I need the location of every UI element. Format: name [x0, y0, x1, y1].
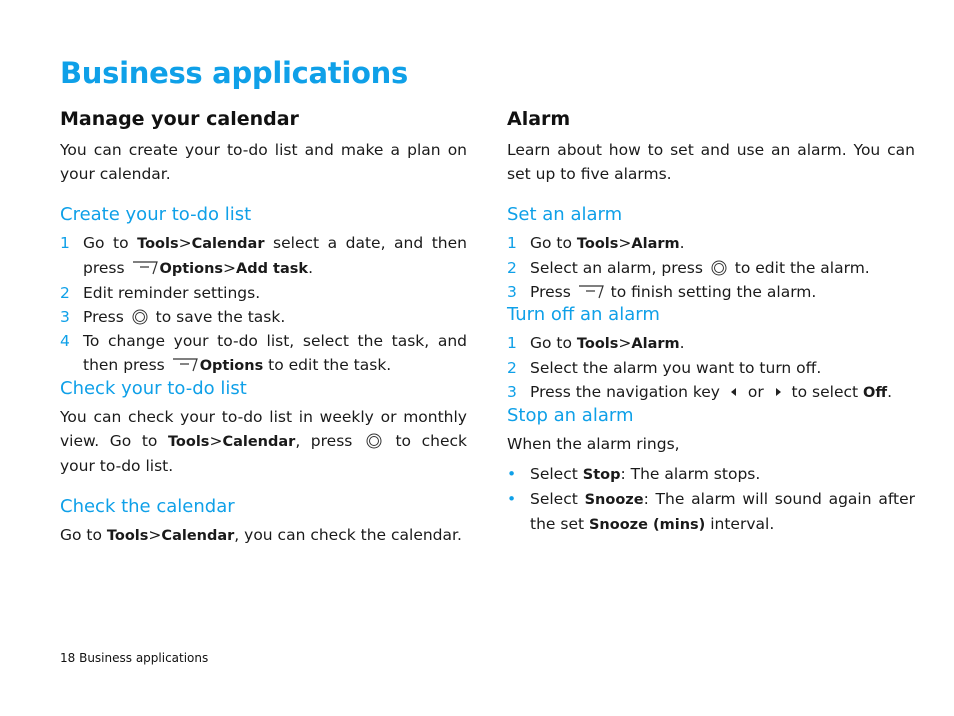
bullet: • [507, 465, 517, 483]
step-text: Go to [530, 334, 577, 352]
separator: > [223, 259, 237, 277]
step-text: . [679, 234, 685, 252]
menu-keyword: Stop [582, 467, 621, 483]
step-text: Edit reminder settings. [83, 284, 261, 302]
paragraph-text: to check your to-do list. [60, 432, 467, 475]
step-text: to select [786, 383, 864, 401]
separator: > [178, 234, 192, 252]
list-item [507, 380, 915, 405]
list-item [507, 356, 915, 380]
menu-keyword: Tools [576, 336, 619, 352]
step-text: . [308, 259, 313, 277]
step-text: Press [530, 283, 576, 301]
section-title-alarm: Alarm [507, 108, 571, 130]
check-paragraph [60, 405, 467, 478]
menu-keyword: Alarm [631, 336, 680, 352]
list-item [507, 487, 915, 537]
ok-key-icon [132, 308, 148, 324]
off-steps [507, 331, 915, 405]
step-text: select a date, and then press [83, 234, 467, 277]
step-text: To change your to-do list, select the task, and then press [83, 332, 467, 374]
right-column [507, 108, 915, 537]
subsection-title-check: Check your to-do list [60, 378, 247, 399]
bullet-text: Select [530, 490, 585, 508]
menu-keyword: Options [159, 261, 224, 277]
step-number: 3 [507, 283, 517, 301]
step-text: Press [83, 308, 129, 326]
left-softkey-icon [132, 261, 158, 274]
left-softkey-icon [172, 358, 198, 371]
bullet: • [507, 490, 517, 508]
section-title-calendar: Manage your calendar [60, 108, 299, 130]
subsection-title-off: Turn off an alarm [507, 304, 660, 325]
step-number: 3 [60, 308, 70, 326]
step-text: Go to [530, 234, 577, 252]
menu-keyword: Tools [576, 236, 619, 252]
list-item [507, 231, 915, 256]
step-text: or [742, 383, 769, 401]
alarm-intro: Learn about how to set and use an alarm. You can set up to five alarms. [507, 141, 915, 183]
step-number: 2 [60, 284, 70, 302]
subsection-title-stop: Stop an alarm [507, 405, 634, 426]
menu-keyword: Calendar [161, 528, 235, 544]
step-number: 1 [507, 234, 517, 252]
step-number: 1 [507, 334, 517, 352]
paragraph-text: You can check your to-do list in weekly or monthly view. Go to [60, 408, 467, 450]
separator: > [148, 526, 162, 544]
menu-keyword: Snooze (mins) [588, 517, 706, 533]
ok-key-icon [366, 432, 382, 448]
step-number: 4 [60, 332, 70, 350]
list-item [60, 231, 467, 281]
list-item [507, 331, 915, 356]
menu-keyword: Add task [236, 261, 309, 277]
paragraph-text: Go to [60, 526, 107, 544]
subsection-title-calendar: Check the calendar [60, 496, 235, 517]
step-number: 2 [507, 359, 517, 377]
menu-keyword: Tools [106, 528, 149, 544]
separator: > [618, 334, 632, 352]
step-text: Press the navigation key [530, 383, 725, 401]
subsection-title-create: Create your to-do list [60, 204, 252, 225]
step-text: Select an alarm, press [530, 259, 708, 277]
set-steps [507, 231, 915, 304]
stop-intro: When the alarm rings, [507, 435, 680, 453]
step-text: . [887, 383, 893, 401]
separator: > [209, 432, 223, 450]
separator: > [618, 234, 632, 252]
step-text: Select the alarm you want to turn off. [530, 359, 822, 377]
bullet-text: : The alarm will sound again after the set [530, 490, 916, 533]
left-column [60, 108, 467, 548]
create-steps [60, 231, 467, 378]
list-item [60, 305, 467, 329]
stop-bullets [507, 462, 915, 537]
subsection-title-set: Set an alarm [507, 204, 623, 225]
step-number: 2 [507, 259, 517, 277]
step-text: to save the task. [150, 308, 286, 326]
step-text: . [679, 334, 685, 352]
bullet-text: : The alarm stops. [620, 465, 761, 483]
menu-keyword: Calendar [222, 434, 296, 450]
step-text: to edit the alarm. [729, 259, 870, 277]
paragraph-text: , you can check the calendar. [234, 526, 462, 544]
ok-key-icon [711, 259, 727, 275]
paragraph-text: , press [295, 432, 363, 450]
menu-keyword: Options [199, 358, 264, 374]
list-item [60, 329, 467, 378]
list-item [507, 280, 915, 304]
nav-left-icon [729, 380, 739, 390]
step-number: 1 [60, 234, 70, 252]
page-footer: 18 Business applications [60, 651, 209, 665]
step-text: Go to [83, 234, 138, 252]
left-softkey-icon [578, 285, 604, 298]
menu-keyword: Tools [137, 236, 179, 252]
list-item [507, 256, 915, 280]
nav-right-icon [773, 380, 783, 390]
page-title: Business applications [60, 56, 408, 90]
list-item [60, 281, 467, 305]
menu-keyword: Snooze [584, 492, 644, 508]
menu-keyword: Tools [167, 434, 210, 450]
menu-keyword: Calendar [191, 236, 265, 252]
step-text: to edit the task. [263, 356, 392, 374]
calendar-intro: You can create your to-do list and make a plan on your calendar. [60, 141, 467, 183]
step-number: 3 [507, 383, 517, 401]
menu-keyword: Off [863, 385, 888, 401]
bullet-text: Select [530, 465, 583, 483]
step-text: to finish setting the alarm. [605, 283, 817, 301]
menu-keyword: Alarm [631, 236, 680, 252]
list-item [507, 462, 915, 487]
calendar-paragraph [60, 523, 467, 548]
bullet-text: interval. [705, 515, 775, 533]
